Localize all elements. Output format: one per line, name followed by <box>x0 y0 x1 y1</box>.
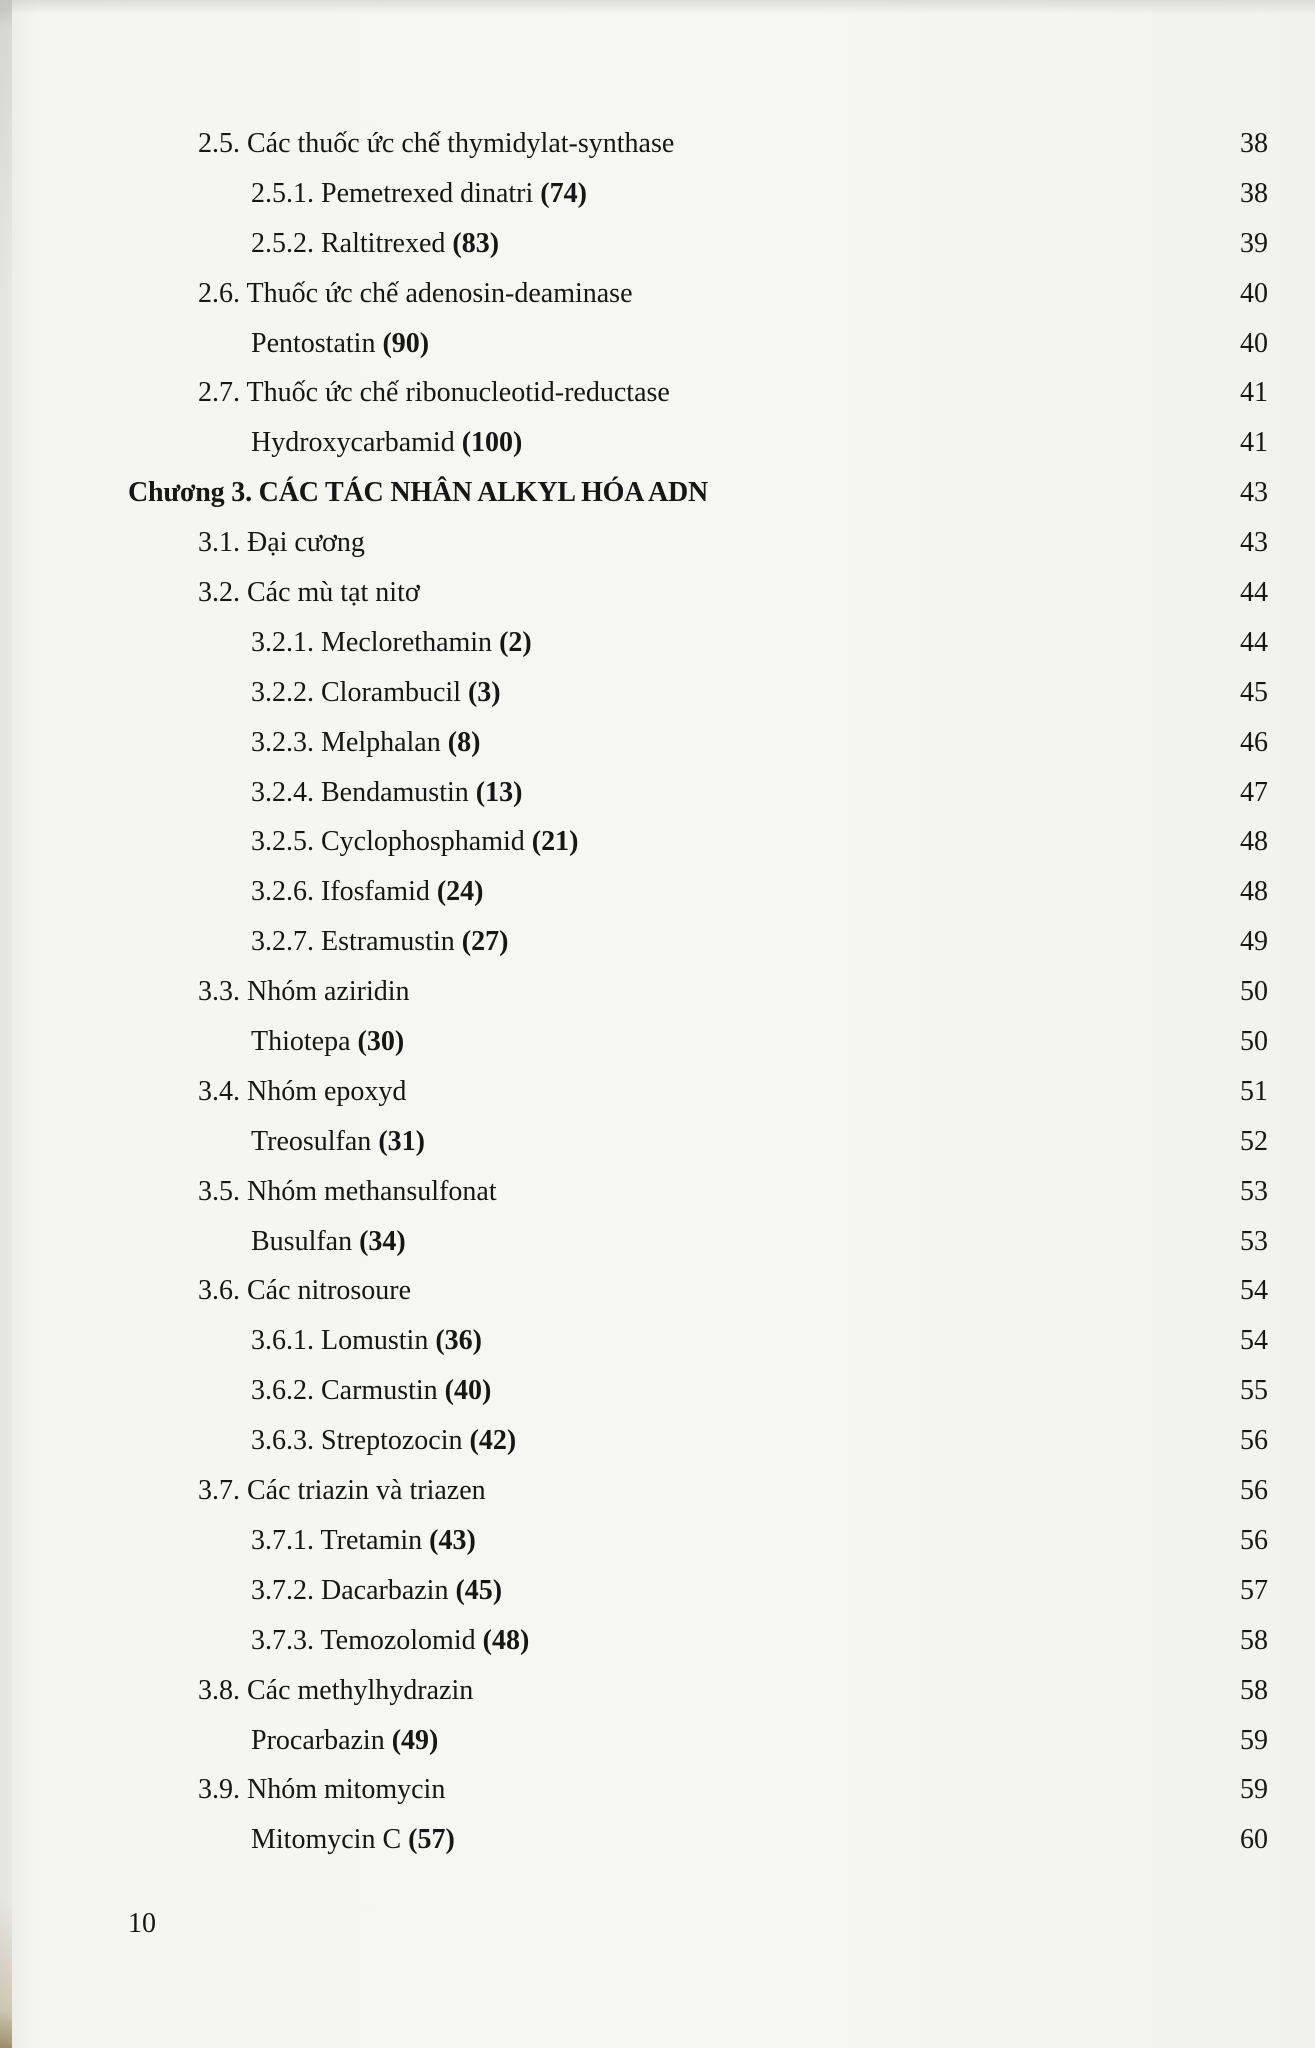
toc-entry-label: Pentostatin <box>251 327 376 359</box>
toc-entry-page-number: 46 <box>1240 726 1268 758</box>
toc-entry-label: 3.1. Đại cương <box>198 527 365 559</box>
toc-entry-ref: (43) <box>429 1524 476 1556</box>
toc-entry <box>0 219 1268 269</box>
toc-entry-page-number: 56 <box>1240 1524 1268 1556</box>
toc-entry-page-number: 38 <box>1240 128 1268 159</box>
toc-entry-ref: (49) <box>391 1724 439 1756</box>
toc-entry-page-number: 43 <box>1240 527 1268 559</box>
toc-entry-title <box>251 768 522 818</box>
toc-entry <box>0 718 1268 768</box>
toc-entry-title <box>198 1666 473 1716</box>
toc-entry-title <box>251 917 508 967</box>
toc-entry-title <box>198 518 365 568</box>
toc-entry-label: 2.5.1. Pemetrexed dinatri <box>251 177 534 209</box>
toc-entry-title <box>251 1566 502 1616</box>
page-number: 10 <box>128 1908 156 1939</box>
toc-entry-page-number: 57 <box>1240 1574 1268 1606</box>
toc-entry <box>0 1217 1268 1267</box>
toc-entry-page-number: 51 <box>1240 1075 1268 1107</box>
toc-entry-page-number: 54 <box>1240 1275 1268 1307</box>
toc-entry-page-number: 50 <box>1240 1026 1268 1058</box>
toc-entry-ref: (48) <box>482 1624 530 1656</box>
toc-entry-page-number: 40 <box>1240 277 1268 309</box>
toc-entry-title <box>251 668 501 718</box>
toc-entry <box>0 817 1268 867</box>
toc-entry-title <box>128 468 708 518</box>
toc-entry <box>0 518 1268 568</box>
toc-entry-ref: (83) <box>452 227 500 259</box>
toc-entry-label: 3.5. Nhóm methansulfonat <box>198 1175 497 1207</box>
toc-entry-ref: (27) <box>461 926 509 958</box>
toc-entry-label: 3.2.2. Clorambucil <box>251 676 461 708</box>
toc-entry-label: 3.2. Các mù tạt nitơ <box>198 577 420 609</box>
toc-entry-ref: (100) <box>461 427 523 459</box>
toc-entry-ref: (40) <box>444 1375 492 1407</box>
toc-entry-label: Thiotepa <box>251 1026 351 1058</box>
toc-entry <box>0 169 1268 219</box>
toc-entry <box>0 1466 1268 1516</box>
toc-entry-ref: (3) <box>467 676 501 708</box>
toc-entry <box>0 1516 1268 1566</box>
toc-entry-label: Mitomycin C <box>251 1824 402 1856</box>
toc-entry-ref: (45) <box>455 1574 503 1606</box>
toc-entry-page-number: 56 <box>1240 1425 1268 1457</box>
toc-entry-page-number: 41 <box>1240 427 1268 459</box>
toc-entry-label: 3.2.3. Melphalan <box>251 726 441 758</box>
toc-entry-ref: (57) <box>408 1824 455 1856</box>
toc-entry-ref: (13) <box>475 776 523 808</box>
toc-entry-page-number: 45 <box>1240 676 1268 708</box>
toc-entry-title <box>251 1217 406 1267</box>
toc-entry-ref: (36) <box>435 1325 482 1357</box>
toc-entry-ref: (8) <box>447 726 481 758</box>
toc-entry <box>0 867 1268 917</box>
toc-entry-label: 2.7. Thuốc ức chế ribonucleotid-reductase <box>198 377 670 409</box>
toc-entry-page-number: 58 <box>1240 1674 1268 1706</box>
toc-entry-title <box>251 1366 491 1416</box>
toc-entry-title <box>251 418 522 468</box>
toc-entry-label: Busulfan <box>251 1225 353 1257</box>
toc-entry <box>0 618 1268 668</box>
toc-entry-label: 3.2.6. Ifosfamid <box>251 876 430 908</box>
toc-entry-page-number: 44 <box>1240 577 1268 609</box>
toc-entry-title <box>198 967 410 1017</box>
toc-entry-title <box>251 817 578 867</box>
toc-entry-label: 3.7.1. Tretamin <box>251 1524 423 1556</box>
toc-entry-label: 3.2.5. Cyclophosphamid <box>251 826 525 858</box>
toc-entry-title <box>198 119 674 169</box>
toc-entry-label: 3.7.2. Dacarbazin <box>251 1574 449 1606</box>
toc-entry-title <box>251 618 532 668</box>
toc-entry <box>0 1117 1268 1167</box>
toc-entry-ref: (24) <box>436 876 484 908</box>
toc-entry-title <box>251 1616 529 1666</box>
toc-entry-page-number: 48 <box>1240 876 1268 908</box>
toc-entry-page-number: 43 <box>1240 477 1268 509</box>
toc-entry-label: 3.8. Các methylhydrazin <box>198 1674 474 1706</box>
toc-entry-title <box>198 1266 411 1316</box>
toc-entry <box>0 1616 1268 1666</box>
toc-entry <box>0 1167 1268 1217</box>
toc-entry-page-number: 39 <box>1240 227 1268 259</box>
toc-entry <box>0 119 1268 169</box>
toc-entry <box>0 1366 1268 1416</box>
toc-entry <box>0 1716 1268 1766</box>
toc-entry-label: Treosulfan <box>251 1125 372 1157</box>
toc-entry-page-number: 60 <box>1240 1824 1268 1856</box>
toc-entry-title <box>198 269 633 319</box>
toc-entry <box>0 1017 1268 1067</box>
toc-chapter-heading <box>0 468 1268 518</box>
toc-entry-label: 3.6.2. Carmustin <box>251 1375 438 1407</box>
toc-entry-title <box>198 1466 486 1516</box>
toc-entry-label: Chương 3. CÁC TÁC NHÂN ALKYL HÓA ADN <box>128 477 709 509</box>
toc-entry-title <box>251 1716 438 1766</box>
toc-entry-label: 3.2.1. Meclorethamin <box>251 626 493 658</box>
toc-entry <box>0 1765 1268 1815</box>
toc-entry-label: 3.4. Nhóm epoxyd <box>198 1075 407 1107</box>
toc-entry-label: 2.5.2. Raltitrexed <box>251 227 446 259</box>
toc-entry-label: 3.3. Nhóm aziridin <box>198 976 410 1008</box>
toc-entry <box>0 1266 1268 1316</box>
table-of-contents <box>0 119 1268 1865</box>
toc-entry-page-number: 56 <box>1240 1475 1268 1507</box>
toc-entry-title <box>251 1516 476 1566</box>
toc-entry-title <box>251 319 429 369</box>
toc-entry-page-number: 59 <box>1240 1724 1268 1756</box>
toc-entry <box>0 1566 1268 1616</box>
toc-entry-ref: (74) <box>540 177 587 209</box>
toc-entry <box>0 1067 1268 1117</box>
toc-entry-ref: (2) <box>499 626 532 658</box>
toc-entry-title <box>198 368 670 418</box>
toc-entry-page-number: 52 <box>1240 1125 1268 1157</box>
toc-entry <box>0 418 1268 468</box>
toc-entry-page-number: 55 <box>1240 1375 1268 1407</box>
toc-entry <box>0 1666 1268 1716</box>
toc-entry-label: 3.9. Nhóm mitomycin <box>198 1774 446 1806</box>
toc-entry-title <box>251 718 480 768</box>
toc-entry-title <box>251 219 499 269</box>
toc-entry-label: 2.5. Các thuốc ức chế thymidylat-synthase <box>198 128 675 159</box>
toc-entry-title <box>198 1765 445 1815</box>
toc-entry-label: 3.7. Các triazin và triazen <box>198 1475 486 1507</box>
toc-entry-ref: (30) <box>357 1026 405 1058</box>
toc-entry <box>0 1815 1268 1865</box>
toc-entry-title <box>251 1416 516 1466</box>
toc-entry-title <box>198 568 420 618</box>
toc-entry-title <box>251 1815 455 1865</box>
toc-entry-title <box>198 1167 497 1217</box>
toc-entry-ref: (34) <box>359 1225 406 1257</box>
toc-entry-page-number: 47 <box>1240 776 1268 808</box>
toc-entry-label: 3.6. Các nitrosoure <box>198 1275 412 1307</box>
toc-entry-label: 3.6.3. Streptozocin <box>251 1425 463 1457</box>
toc-entry-ref: (31) <box>378 1125 425 1157</box>
toc-entry-label: 3.2.4. Bendamustin <box>251 776 469 808</box>
toc-entry-title <box>251 169 587 219</box>
toc-entry-page-number: 53 <box>1240 1225 1268 1257</box>
toc-entry-label: 3.6.1. Lomustin <box>251 1325 429 1357</box>
toc-entry-page-number: 58 <box>1240 1624 1268 1656</box>
toc-entry-ref: (90) <box>382 327 430 359</box>
toc-entry-label: Procarbazin <box>251 1724 385 1756</box>
toc-entry-page-number: 41 <box>1240 377 1268 409</box>
toc-entry-title <box>251 867 484 917</box>
toc-entry <box>0 368 1268 418</box>
toc-entry <box>0 668 1268 718</box>
toc-entry <box>0 768 1268 818</box>
toc-entry-page-number: 59 <box>1240 1774 1268 1806</box>
toc-entry-page-number: 40 <box>1240 327 1268 359</box>
toc-entry <box>0 319 1268 369</box>
toc-entry <box>0 1416 1268 1466</box>
toc-entry-page-number: 50 <box>1240 976 1268 1008</box>
toc-entry-page-number: 54 <box>1240 1325 1268 1357</box>
toc-entry-page-number: 49 <box>1240 926 1268 958</box>
toc-entry-page-number: 44 <box>1240 626 1268 658</box>
toc-entry-ref: (21) <box>531 826 579 858</box>
toc-entry-ref: (42) <box>469 1425 517 1457</box>
toc-entry-page-number: 53 <box>1240 1175 1268 1207</box>
toc-entry-label: 2.6. Thuốc ức chế adenosin-deaminase <box>198 277 633 309</box>
toc-entry <box>0 568 1268 618</box>
toc-entry <box>0 967 1268 1017</box>
toc-entry <box>0 917 1268 967</box>
toc-entry-label: 3.7.3. Temozolomid <box>251 1624 476 1656</box>
toc-entry-title <box>251 1316 482 1366</box>
toc-entry-label: Hydroxycarbamid <box>251 427 455 459</box>
toc-entry-page-number: 38 <box>1240 177 1268 209</box>
toc-entry <box>0 1316 1268 1366</box>
toc-entry-title <box>251 1017 404 1067</box>
top-edge-shadow <box>0 0 1315 14</box>
toc-entry-label: 3.2.7. Estramustin <box>251 926 455 958</box>
toc-entry-title <box>251 1117 425 1167</box>
toc-entry-page-number: 48 <box>1240 826 1268 858</box>
toc-entry <box>0 269 1268 319</box>
toc-entry-title <box>198 1067 406 1117</box>
